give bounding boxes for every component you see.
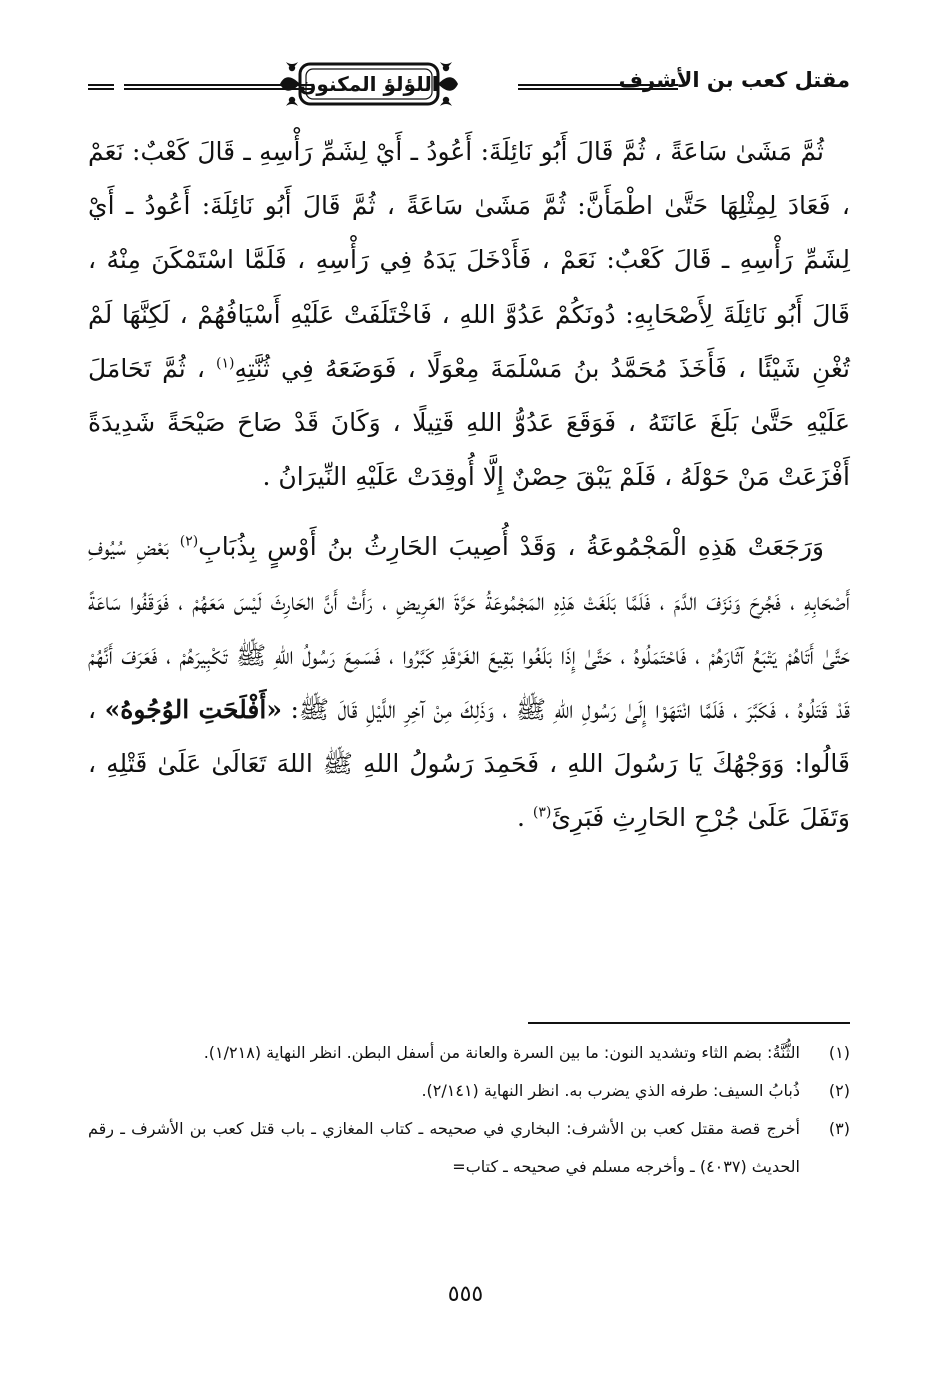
footnote-1-number: (١) bbox=[828, 1043, 850, 1062]
footnotes bbox=[88, 1034, 850, 1186]
running-title: مقتل كعب بن الأشرف bbox=[618, 68, 850, 92]
footnote-2-text: ذُبابُ السيف: طرفه الذي يضرب به. انظر النهاية (٢/١٤١). bbox=[421, 1081, 800, 1100]
paragraph-1-text-b: ، ثُمَّ تَحَامَلَ عَلَيْهِ حَتَّىٰ بَلَغَ عَانَتَهُ ، فَوَقَعَ عَدُوُّ اللهِ قَتِيلًا ، وَكَانَ قَدْ صَاحَ صَيْحَةً شَدِيدَةً أَفْزَعَتْ مَنْ حَوْلَهُ ، فَلَمْ يَبْقَ حِصْنٌ إِلَّا أُوقِدَتْ عَلَيْهِ النِّيرَانُ . bbox=[88, 353, 850, 492]
header-rule-right bbox=[518, 84, 678, 90]
paragraph-2 bbox=[88, 520, 850, 845]
footnote-1 bbox=[88, 1034, 850, 1072]
paragraph-2-text-a: وَرَجَعَتْ هَذِهِ الْمَجْمُوعَةُ ، وَقَدْ أُصِيبَ الحَارِثُ بنُ أَوْسٍ بِذُبَابِ bbox=[198, 532, 824, 562]
paragraph-1-text-a: ثُمَّ مَشَىٰ سَاعَةً ، ثُمَّ قَالَ أَبُو نَائِلَةَ: أَعُودُ ـ أَيْ لِشَمِّ رَأْسِهِ ـ قَالَ كَعْبٌ: نَعَمْ ، فَعَادَ لِمِثْلِهَا حَتَّىٰ اطْمَأَنَّ: ثُمَّ مَشَىٰ سَاعَةً ، ثُمَّ قَالَ أَبُو نَائِلَةَ: أَعُودُ ـ أَيْ لِشَمِّ رَأْسِهِ ـ قَالَ كَعْبٌ: نَعَمْ ، فَأَدْخَلَ يَدَهُ فِي رَأْسِهِ ، فَلَمَّا اسْتَمْكَنَ مِنْهُ ، قَالَ أَبُو نَائِلَةَ لِأَصْحَابِهِ: دُونَكُمْ عَدُوَّ اللهِ ، فَاخْتَلَفَتْ عَلَيْهِ أَسْيَافُهُمْ ، لَكِنَّهَا لَمْ تُغْنِ شَيْئًا ، فَأَخَذَ مُحَمَّدُ بنُ مَسْلَمَةَ مِعْوَلًا ، فَوَضَعَهُ فِي ثُنَّتِهِ bbox=[88, 137, 850, 383]
footnote-1-text: الثُّنَّةُ: بضم الثاء وتشديد النون: ما بين السرة والعانة من أسفل البطن. انظر النهاية (١/٢١٨). bbox=[203, 1043, 800, 1062]
footnote-separator bbox=[528, 1022, 850, 1024]
footnote-3-text: أخرج قصة مقتل كعب بن الأشرف: البخاري في صحيحه ـ كتاب المغازي ـ باب قتل كعب بن الأشرف ـ رقم الحديث (٤٠٣٧) ـ وأخرجه مسلم في صحيحه ـ كتاب= bbox=[88, 1119, 800, 1176]
footnote-2 bbox=[88, 1072, 850, 1110]
paragraph-2-text-b: بَعْضِ سُيُوفِ أَصْحَابِهِ ، فَجُرِحَ وَنَزَفَ الدَّمَ ، فَلَمَّا بَلَغَتْ هَذِهِ المَجْمُوعَةُ حَرَّةَ العَرِيضِ ، رَأَتْ أَنَّ الحَارِثَ لَيْسَ مَعَهُمْ ، فَوَقَفُوا سَاعَةً حَتَّىٰ أَتَاهُمْ يَتْبَعُ آثَارَهُمْ ، فَاحْتَمَلُوهُ ، حَتَّىٰ إِذَا بَلَغُوا بَقِيعَ الغَرْقَدِ كَبَّرُوا ، فَسَمِعَ رَسُولُ اللهِ ﷺ تَكْبِيرَهُمْ ، فَعَرَفَ أَنَّهُمْ قَدْ قَتَلُوهُ ، فَكَبَّرَ ، فَلَمَّا انْتَهَوْا إِلَىٰ رَسُولِ اللهِ ﷺ ، وَذَلِكَ مِنْ آخِرِ اللَّيْلِ قَالَ ﷺ: bbox=[88, 532, 851, 725]
book-title: اللؤلؤ المكنون bbox=[299, 72, 439, 96]
page-header bbox=[88, 48, 850, 132]
main-text bbox=[88, 125, 850, 846]
footnote-2-number: (٢) bbox=[828, 1081, 850, 1100]
paragraph-2-end: . bbox=[517, 803, 533, 833]
hadith-quote: «أَفْلَحَتِ الوُجُوهُ» bbox=[104, 695, 282, 725]
footnote-3-number: (٣) bbox=[828, 1119, 850, 1138]
header-rule-left bbox=[124, 84, 314, 90]
footnote-ref-2: (٢) bbox=[179, 534, 199, 551]
footnote-ref-1: (١) bbox=[216, 355, 235, 372]
page-number: ٥٥٥ bbox=[447, 1282, 484, 1307]
footnote-ref-3: (٣) bbox=[532, 805, 552, 822]
paragraph-2-text-c: ، قَالُوا: وَوَجْهُكَ يَا رَسُولَ اللهِ ، فَحَمِدَ رَسُولُ اللهِ ﷺ اللهَ تَعَالَىٰ عَلَىٰ قَتْلِهِ ، وَتَفَلَ عَلَىٰ جُرْحِ الحَارِثِ فَبَرِئَ bbox=[88, 695, 850, 833]
paragraph-1 bbox=[88, 125, 850, 504]
header-rule-edge bbox=[88, 84, 114, 90]
footnote-3 bbox=[88, 1110, 850, 1186]
